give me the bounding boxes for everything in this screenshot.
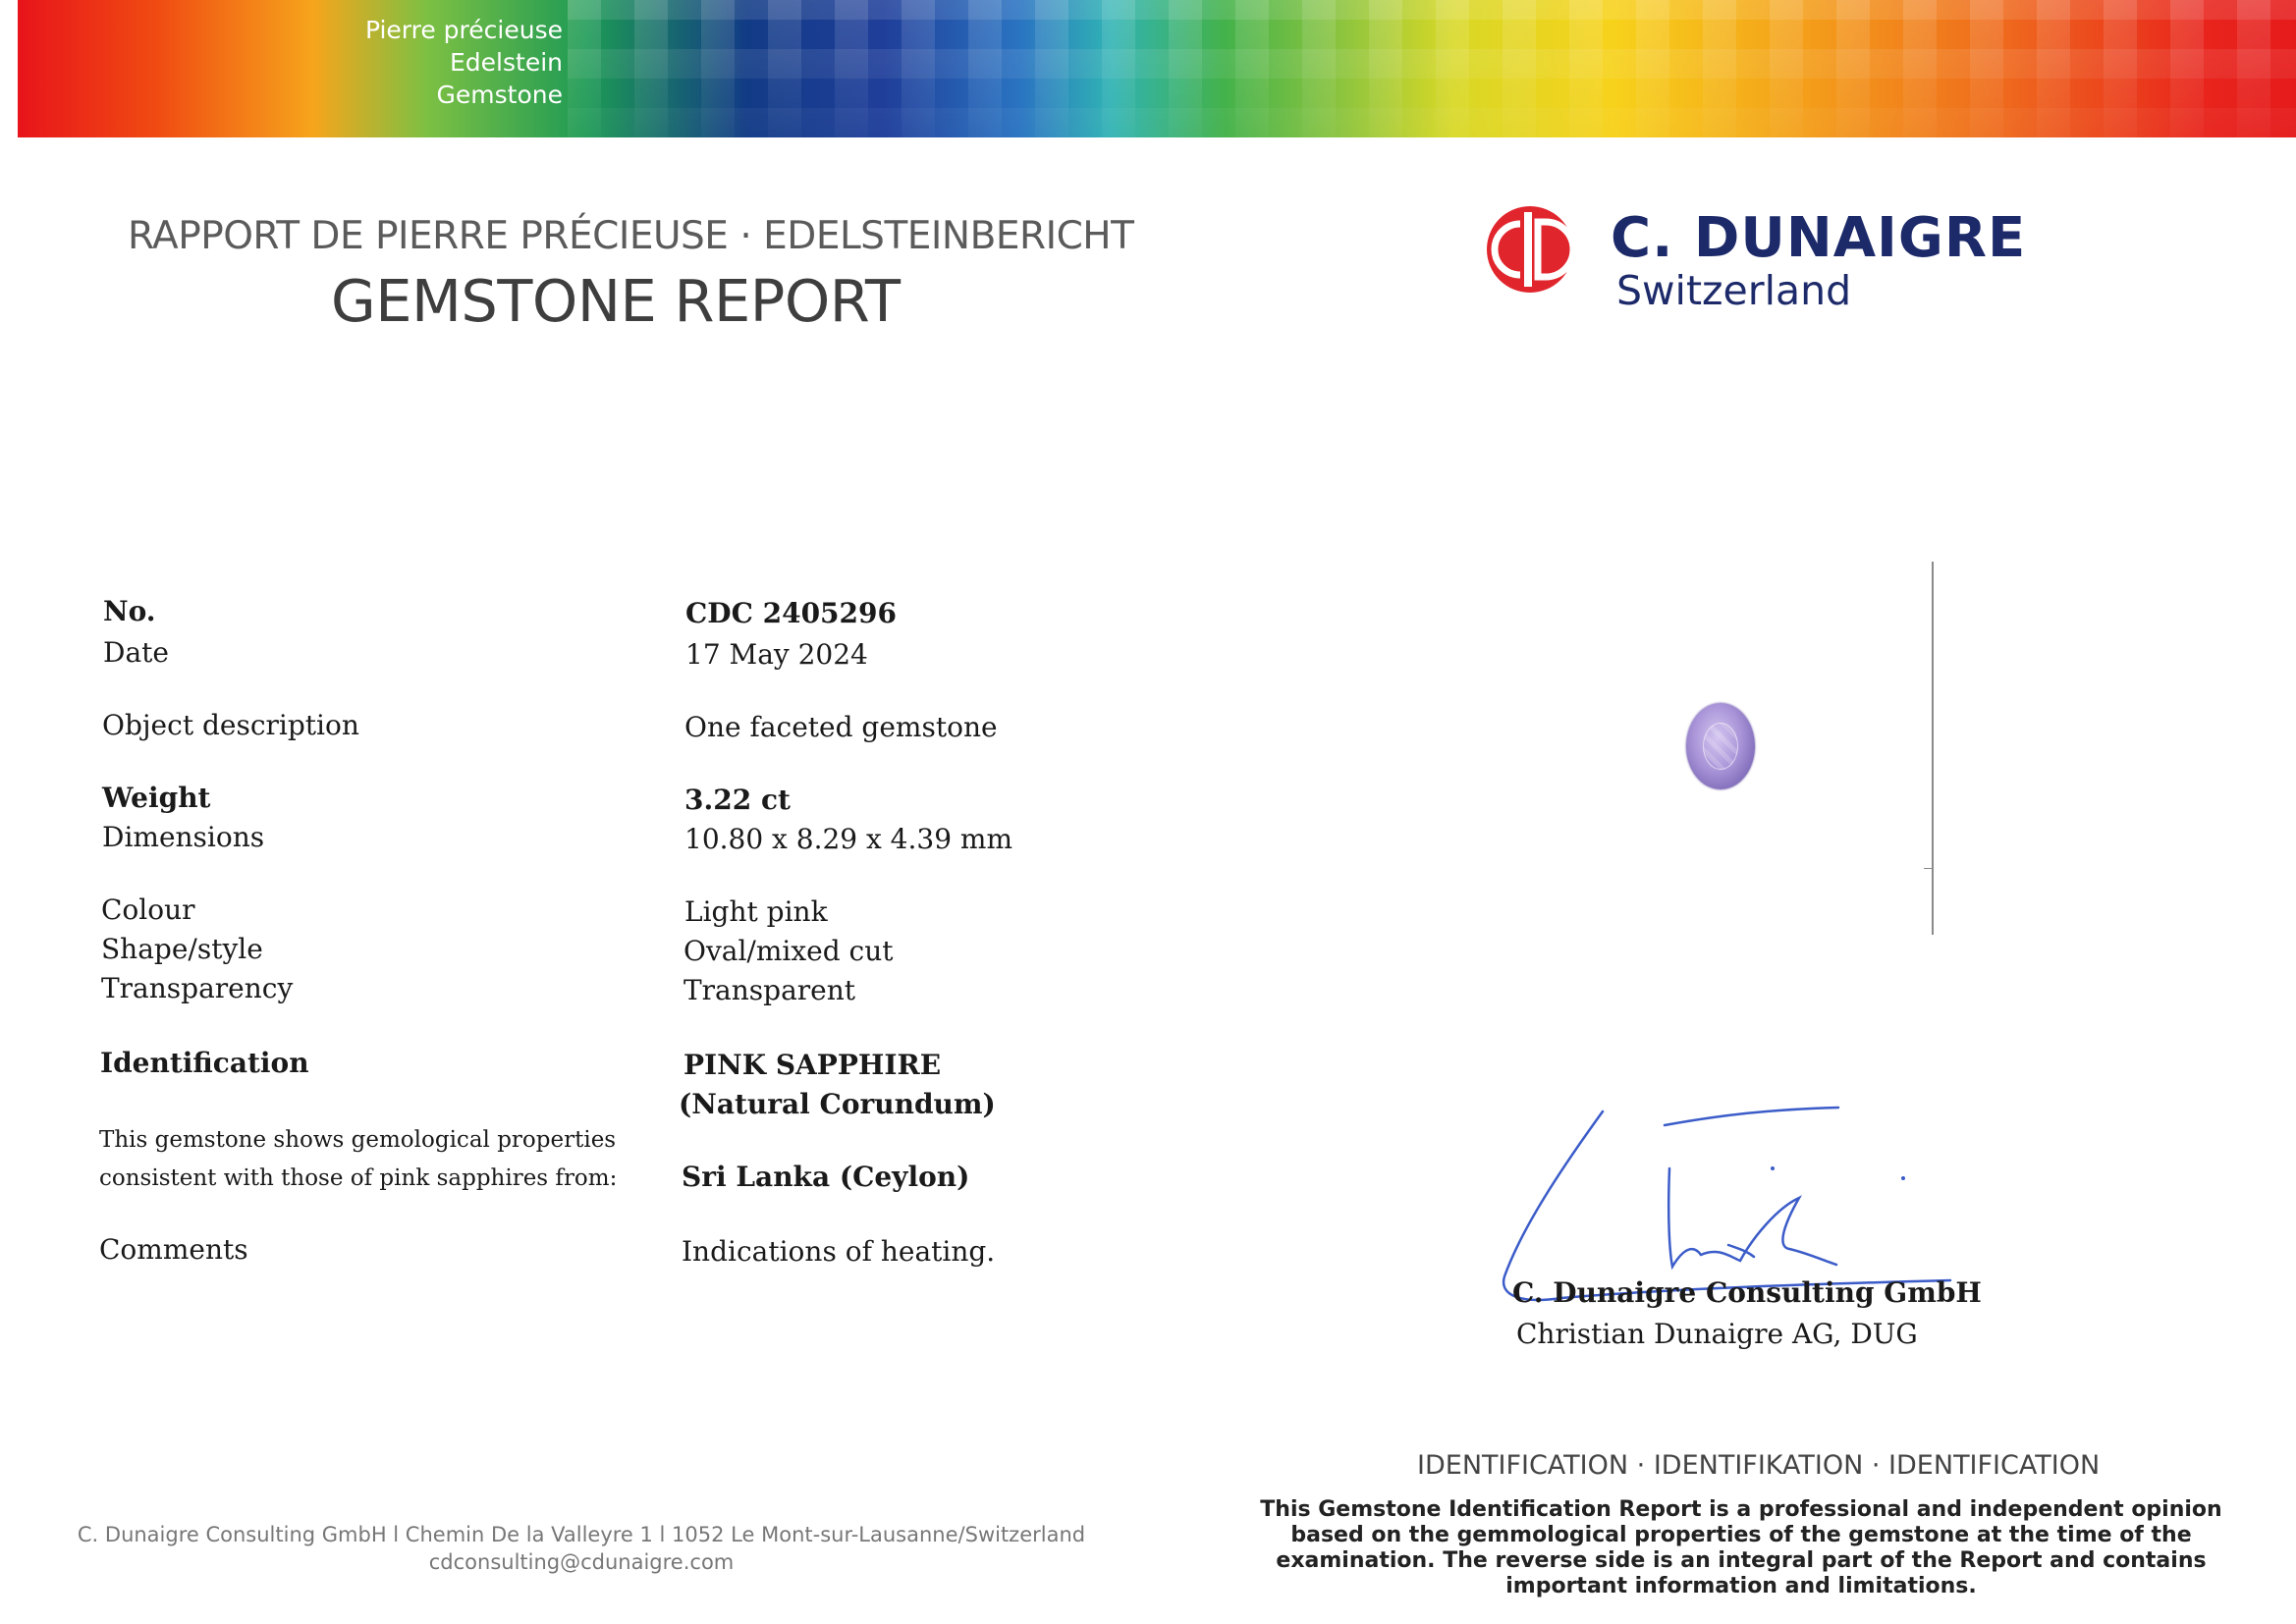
label-no: No. (103, 595, 156, 627)
value-origin: Sri Lanka (Ceylon) (682, 1161, 970, 1193)
signature-person: Christian Dunaigre AG, DUG (1516, 1318, 1918, 1350)
handwritten-signature (1483, 1080, 1954, 1306)
label-origin-line2: consistent with those of pink sapphires from: (99, 1165, 618, 1191)
value-shape-style: Oval/mixed cut (683, 935, 894, 967)
value-transparency: Transparent (683, 974, 856, 1006)
label-date: Date (103, 636, 169, 669)
disclaimer-line1: This Gemstone Identification Report is a professional and independent opinion (1260, 1497, 2222, 1522)
disclaimer-line2: based on the gemmological properties of the gemstone at the time of the (1290, 1523, 2192, 1547)
gemstone-image (1686, 703, 1755, 789)
rainbow-banner (18, 0, 2296, 137)
value-dimensions: 10.80 x 8.29 x 4.39 mm (684, 823, 1013, 855)
banner-text (365, 14, 563, 111)
banner-line-french: Pierre précieuse (364, 16, 563, 44)
label-transparency: Transparency (101, 972, 294, 1004)
cd-logo-icon (1485, 204, 1575, 295)
label-identification: Identification (100, 1047, 309, 1079)
value-date: 17 May 2024 (685, 638, 868, 671)
label-weight: Weight (102, 782, 211, 814)
disclaimer-line4: important information and limitations. (1505, 1574, 1977, 1598)
label-shape-style: Shape/style (101, 933, 263, 965)
report-subtitle: RAPPORT DE PIERRE PRÉCIEUSE · EDELSTEINBERICHT (128, 214, 1134, 258)
frame-tick (1924, 868, 1934, 869)
footer-email: cdconsulting@cdunaigre.com (428, 1550, 735, 1574)
label-dimensions: Dimensions (102, 821, 265, 853)
value-identification: PINK SAPPHIRE (683, 1049, 942, 1081)
disclaimer-line3: examination. The reverse side is an integral part of the Report and contains (1276, 1548, 2207, 1573)
identification-title: IDENTIFICATION · IDENTIFIKATION · IDENTIFICATION (1417, 1450, 2101, 1481)
value-weight: 3.22 ct (684, 784, 791, 816)
value-no: CDC 2405296 (685, 597, 897, 629)
label-comments: Comments (99, 1233, 248, 1266)
label-origin-line1: This gemstone shows gemological properties (99, 1127, 617, 1153)
footer-address: C. Dunaigre Consulting GmbH l Chemin De la Valleyre 1 l 1052 Le Mont-sur-Lausanne/Switzerland (77, 1523, 1086, 1546)
label-colour: Colour (101, 893, 195, 926)
banner-line-german: Edelstein (450, 48, 563, 77)
signature-company: C. Dunaigre Consulting GmbH (1512, 1276, 1982, 1309)
value-object-description: One faceted gemstone (684, 711, 998, 743)
logo-name: C. DUNAIGRE (1611, 206, 2027, 270)
value-natural-corundum: (Natural Corundum) (679, 1088, 996, 1120)
label-object-description: Object description (102, 709, 359, 741)
logo-country: Switzerland (1616, 267, 1852, 314)
gemstone-photo (1439, 562, 1934, 935)
report-title: GEMSTONE REPORT (331, 267, 901, 335)
banner-pattern (568, 0, 2296, 137)
value-comments: Indications of heating. (682, 1235, 996, 1268)
banner-line-english: Gemstone (436, 81, 563, 109)
value-colour: Light pink (684, 895, 828, 928)
